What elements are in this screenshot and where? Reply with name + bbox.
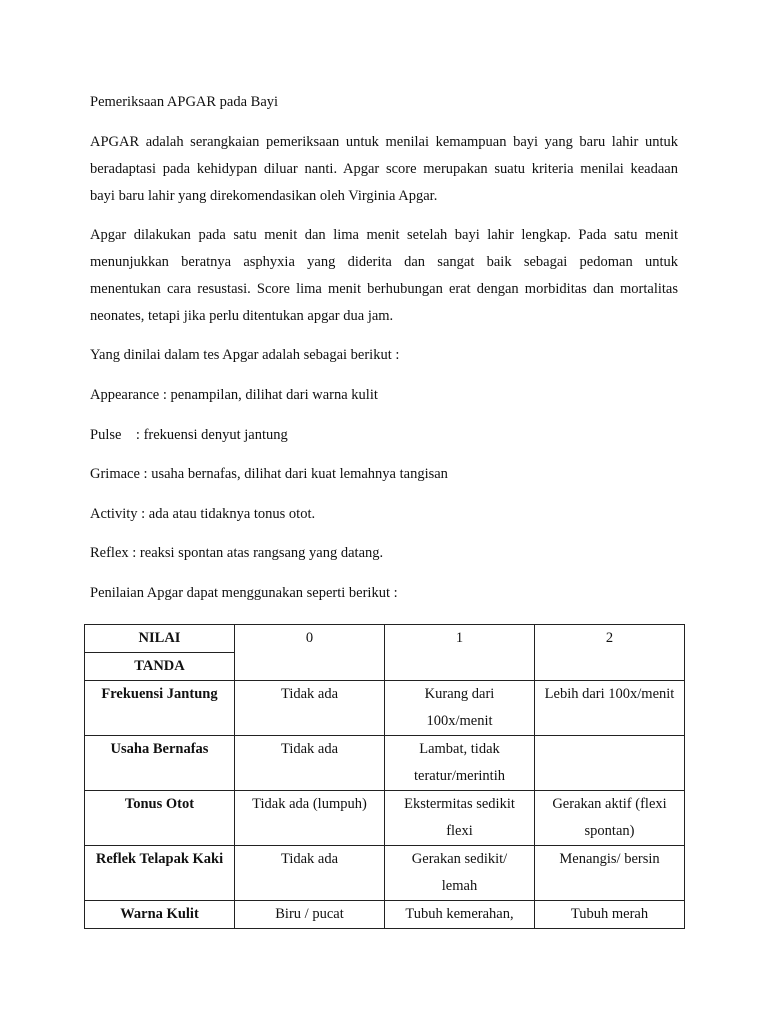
paragraph-apgar-definition [90,129,678,210]
table-row [85,791,685,846]
criteria-intro: Yang dinilai dalam tes Apgar adalah sebagai berikut : [90,347,400,363]
table-intro: Penilaian Apgar dapat menggunakan seperti berikut : [90,585,398,601]
sign-cell: Warna Kulit [85,901,235,929]
score-1-cell [385,846,535,901]
score-1-cell [385,791,535,846]
criterion-appearance: Appearance : penampilan, dilihat dari warna kulit [90,387,378,403]
criterion-activity: Activity : ada atau tidaknya tonus otot. [90,506,316,522]
cell-line: Tidak ada [280,741,339,757]
cell-line: Gerakan aktif (flexi [552,796,667,812]
cell-line: Tidak ada (lumpuh) [252,796,367,812]
paragraph-line: neonates, tetapi jika perlu ditentukan apgar dua jam. [90,308,394,324]
cell-line: Ekstermitas sedikit [404,796,515,812]
paragraph-line: Apgar dilakukan pada satu menit dan lima menit setelah bayi lahir lengkap. Pada satu menit [90,227,678,243]
header-score-1: 1 [385,625,535,681]
score-0-cell [235,736,385,791]
score-0-cell [235,791,385,846]
cell-line: Menangis/ bersin [559,851,660,867]
score-0-cell [235,846,385,901]
sign-cell: Tonus Otot [85,791,235,846]
score-2-cell [535,901,685,929]
cell-line: spontan) [584,823,635,839]
apgar-score-table [84,624,685,929]
score-1-cell [385,901,535,929]
header-score-0: 0 [235,625,385,681]
cell-line: Tubuh kemerahan, [405,906,514,922]
cell-line: Lambat, tidak [419,741,500,757]
table-header-row [85,625,685,653]
table-row [85,901,685,929]
table-row [85,681,685,736]
score-2-cell [535,846,685,901]
cell-line: 100x/menit [426,713,493,729]
score-0-cell [235,681,385,736]
criterion-grimace: Grimace : usaha bernafas, dilihat dari kuat lemahnya tangisan [90,466,448,482]
paragraph-line: beradaptasi pada kehidypan diluar nanti. Apgar score merupakan suatu kriteria menilai keadaan [90,161,678,177]
sign-cell: Reflek Telapak Kaki [85,846,235,901]
cell-line: Lebih dari 100x/menit [544,686,675,702]
table-row [85,846,685,901]
score-2-cell [535,736,685,791]
score-1-cell [385,736,535,791]
score-0-cell [235,901,385,929]
cell-line: teratur/merintih [414,768,505,784]
cell-line: Kurang dari [424,686,495,702]
cell-line: Biru / pucat [275,906,344,922]
paragraph-apgar-timing [90,222,678,330]
cell-line: Gerakan sedikit/ [411,851,508,867]
cell-line: Tubuh merah [570,906,649,922]
score-2-cell [535,791,685,846]
paragraph-line: APGAR adalah serangkaian pemeriksaan untuk menilai kemampuan bayi yang baru lahir untuk [90,134,678,150]
document-title: Pemeriksaan APGAR pada Bayi [90,94,279,110]
cell-line: Tidak ada [280,851,339,867]
paragraph-line: menunjukkan beratnya asphyxia yang diderita dan sangat baik sebagai pedoman untuk [90,254,678,270]
cell-line: Tidak ada [280,686,339,702]
score-1-cell [385,681,535,736]
header-tanda: TANDA [85,653,235,681]
sign-cell: Usaha Bernafas [85,736,235,791]
criterion-pulse: Pulse : frekuensi denyut jantung [90,427,288,443]
paragraph-line: menentukan cara resustasi. Score lima menit berhubungan erat dengan morbiditas dan mortalitas [90,281,678,297]
cell-line: flexi [446,823,473,839]
criterion-reflex: Reflex : reaksi spontan atas rangsang yang datang. [90,545,384,561]
score-2-cell [535,681,685,736]
header-nilai: NILAI [85,625,235,653]
paragraph-line: bayi baru lahir yang direkomendasikan oleh Virginia Apgar. [90,188,438,204]
cell-line: lemah [441,878,478,894]
table-row [85,736,685,791]
header-score-2: 2 [535,625,685,681]
sign-cell: Frekuensi Jantung [85,681,235,736]
